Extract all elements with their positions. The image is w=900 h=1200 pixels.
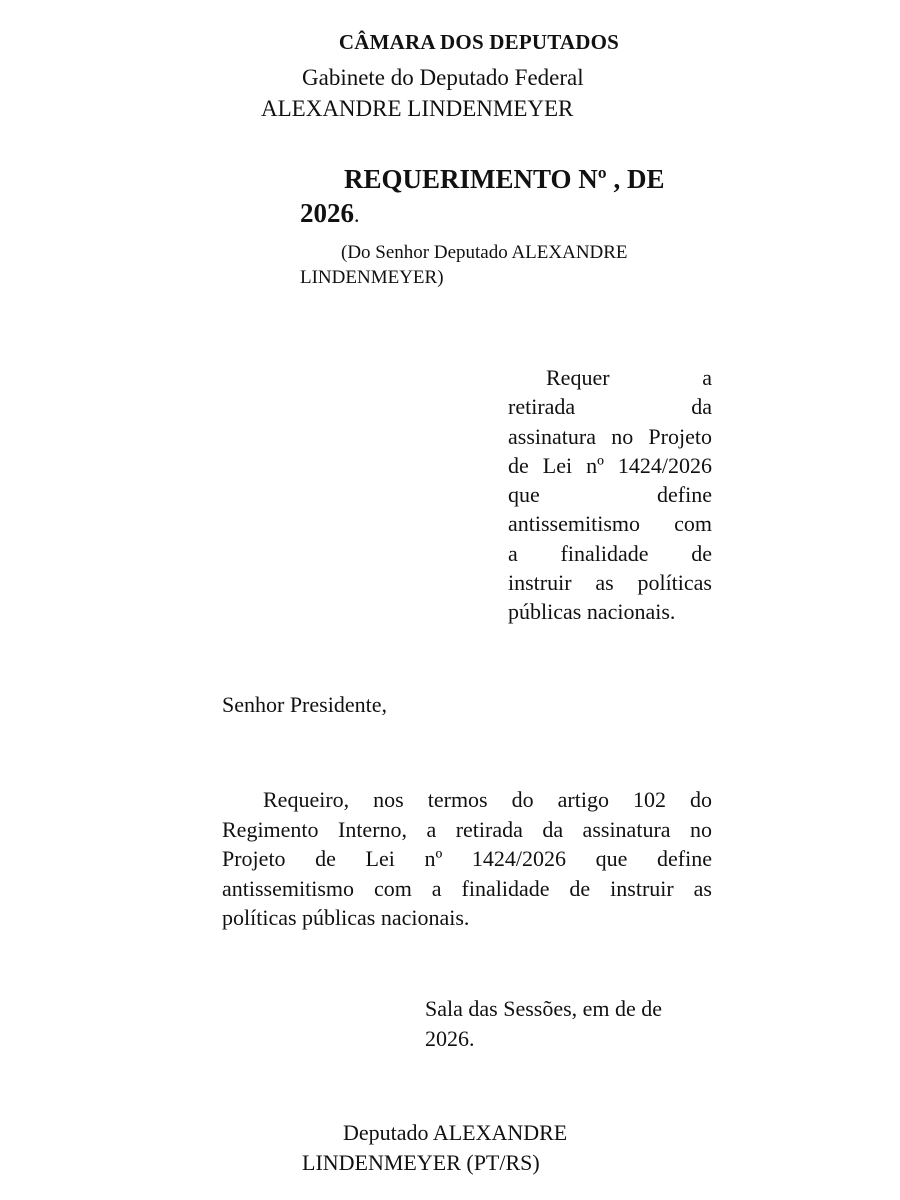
request-title	[300, 162, 720, 232]
place-date-line-1: Sala das Sessões, em de de	[425, 996, 663, 1021]
request-body	[222, 785, 712, 933]
signature-line-2: LINDENMEYER (PT/RS)	[302, 1150, 540, 1175]
body-line: políticas públicas nacionais.	[222, 905, 470, 931]
request-author	[300, 240, 680, 290]
ementa-line: retirada da	[508, 394, 712, 420]
ementa-line: a finalidade de	[508, 540, 712, 566]
request-title-period: .	[354, 202, 360, 227]
office-heading	[261, 62, 584, 124]
ementa-line: instruir as políticas	[508, 570, 712, 596]
ementa-line: assinatura no Projeto	[508, 423, 712, 449]
signature-line-1: Deputado ALEXANDRE	[343, 1120, 568, 1145]
ementa-line: de Lei nº 1424/2026	[508, 452, 712, 478]
ementa-line: Requer a	[546, 365, 712, 390]
place-and-date	[425, 994, 695, 1054]
body-line: antissemitismo com a finalidade de instruir as	[222, 875, 712, 901]
author-line-2: LINDENMEYER)	[300, 267, 444, 288]
office-line-2: ALEXANDRE LINDENMEYER	[261, 96, 574, 121]
ementa-line: públicas nacionais.	[508, 599, 676, 625]
body-line: Projeto de Lei nº 1424/2026 que define	[222, 846, 712, 872]
request-title-line-1: REQUERIMENTO Nº , DE	[344, 164, 665, 194]
place-date-line-2: 2026.	[425, 1026, 475, 1051]
ementa-line: que define	[508, 482, 712, 508]
ementa-block	[508, 363, 712, 627]
ementa-line: antissemitismo com	[508, 511, 712, 537]
author-line-1: (Do Senhor Deputado ALEXANDRE	[341, 242, 628, 263]
signature-block	[302, 1118, 622, 1178]
body-line: Regimento Interno, a retirada da assinatura no	[222, 816, 712, 842]
request-title-line-2: 2026	[300, 198, 354, 228]
body-line: Requeiro, nos termos do artigo 102 do	[263, 787, 712, 812]
salutation: Senhor Presidente,	[222, 692, 387, 717]
office-line-1: Gabinete do Deputado Federal	[302, 65, 584, 90]
chamber-heading: CÂMARA DOS DEPUTADOS	[338, 30, 620, 54]
